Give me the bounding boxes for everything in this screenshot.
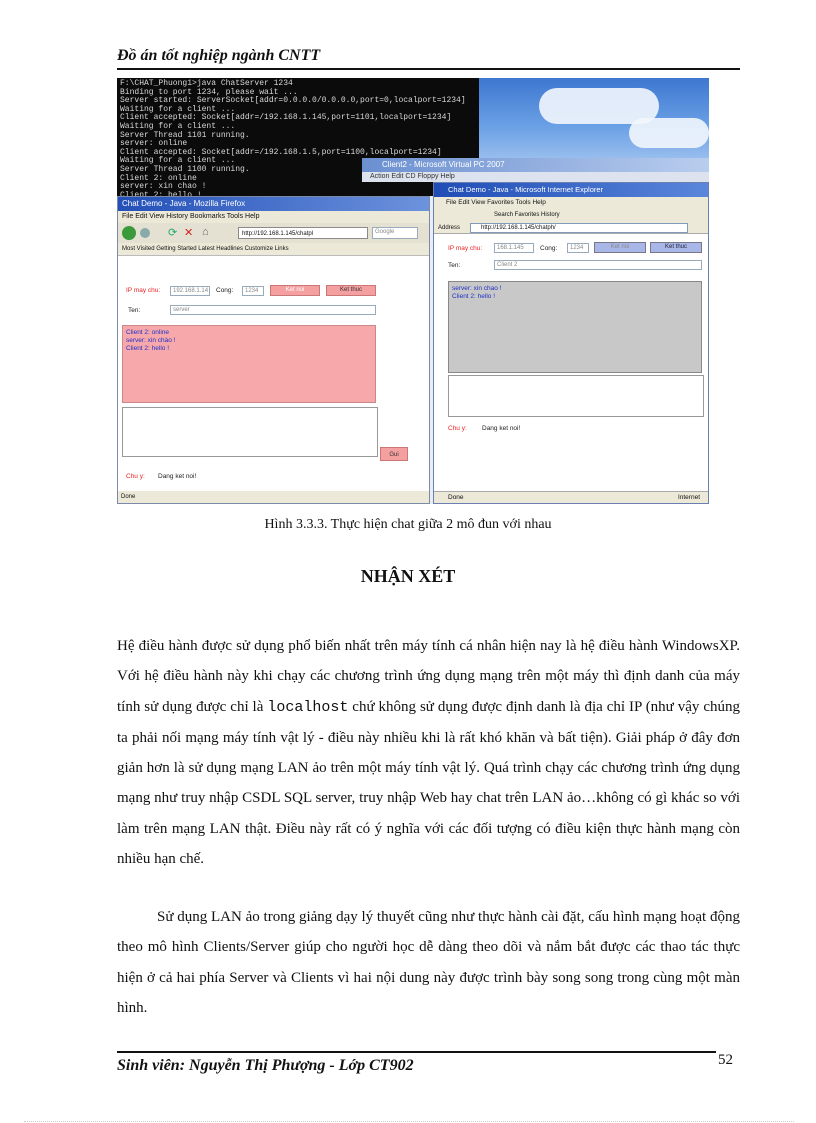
- ie-title-bar: Chat Demo - Java - Microsoft Internet Explorer: [434, 183, 708, 197]
- console-line: Server Thread 1101 running.: [120, 130, 250, 140]
- console-line: Client accepted: Socket[addr=/192.168.1.145,port=1101,localport=1234]: [120, 113, 452, 123]
- message-line: Client 2: hello !: [452, 293, 495, 300]
- ip-label: IP may chu:: [448, 245, 483, 252]
- status-label: Chu y:: [126, 473, 145, 480]
- console-line: Waiting for a client ...: [120, 104, 236, 114]
- forward-button[interactable]: [140, 228, 150, 238]
- page-header: Đồ án tốt nghiệp ngành CNTT: [117, 47, 321, 64]
- page-footer: Sinh viên: Nguyễn Thị Phượng - Lớp CT902: [117, 1057, 414, 1074]
- ip-label: IP may chu:: [126, 287, 161, 294]
- console-line: Client 2: online: [120, 173, 197, 183]
- disconnect-button[interactable]: Ket thuc: [326, 285, 376, 296]
- console-line: Server started: ServerSocket[addr=0.0.0.0/0.0.0.0,port=0,localport=1234]: [120, 96, 466, 106]
- message-log: [448, 281, 702, 373]
- bookmarks-bar: Most Visited Getting Started Latest Headlines Customize Links: [118, 243, 429, 256]
- status-done: Done: [448, 494, 464, 501]
- message-log: [122, 325, 376, 403]
- console-line: server: xin chao !: [120, 182, 207, 192]
- footer-rule: [117, 1051, 716, 1053]
- vpc-menu-bar: Action Edit CD Floppy Help: [362, 172, 709, 182]
- name-label: Ten:: [128, 307, 141, 314]
- message-line: Client 2: online: [126, 329, 169, 336]
- inline-code: localhost: [267, 698, 349, 716]
- console-line: F:\CHAT_Phuong1>java ChatServer 1234: [120, 79, 293, 88]
- firefox-nav-bar: [118, 223, 429, 243]
- firefox-address-bar[interactable]: http://192.168.1.145/chatpl: [238, 227, 368, 239]
- name-input[interactable]: server: [170, 305, 376, 315]
- ie-address-row: [434, 222, 708, 234]
- console-line: Client 2: hello !: [120, 190, 202, 196]
- firefox-window: [117, 196, 430, 504]
- ie-toolbar: Search Favorites History: [434, 208, 708, 222]
- message-line: server: xin chào !: [126, 337, 176, 344]
- port-label: Cong:: [540, 245, 558, 252]
- status-value: Dang ket noi!: [482, 425, 521, 432]
- console-line: server: online: [120, 139, 188, 149]
- name-label: Ten:: [448, 262, 461, 269]
- paragraph-2: Sử dụng LAN ảo trong giảng dạy lý thuyết cũng như thực hành cài đặt, cấu hình mạng hoạt động theo mô hình Clients/Server giúp cho người học dễ dàng theo dõi và nắm bắt được các thao tác thực hiện ở cả hai phía Server và Clients vì hai nội dung này được trình bày song song trong cùng một màn hình.: [117, 909, 740, 1016]
- figure-caption: Hình 3.3.3. Thực hiện chat giữa 2 mô đun với nhau: [264, 517, 552, 532]
- home-icon[interactable]: ⌂: [202, 226, 209, 238]
- message-input[interactable]: [448, 375, 704, 417]
- stop-icon[interactable]: ✕: [184, 227, 194, 239]
- port-label: Cong:: [216, 287, 234, 294]
- paragraph-1: [117, 631, 740, 874]
- zone-label: Internet: [677, 494, 700, 501]
- status-value: Dang ket noi!: [158, 473, 197, 480]
- ie-menu-bar: File Edit View Favorites Tools Help: [434, 197, 708, 208]
- page-bottom-rule: [24, 1121, 794, 1122]
- search-box[interactable]: Google: [372, 227, 418, 239]
- ie-status-bar: [434, 491, 708, 503]
- page-number: 52: [718, 1052, 733, 1068]
- port-input[interactable]: 1234: [242, 286, 264, 296]
- reload-icon[interactable]: ⟳: [168, 227, 178, 239]
- status-label: Chu y:: [448, 425, 467, 432]
- cloud: [629, 118, 709, 148]
- header-rule: [117, 68, 740, 70]
- ie-window: [433, 182, 709, 504]
- connect-button[interactable]: Ket noi: [594, 242, 646, 253]
- message-input[interactable]: [122, 407, 378, 457]
- message-line: server: xin chao !: [452, 285, 502, 292]
- firefox-status-bar: Done: [118, 491, 429, 503]
- paragraph-1-text-b: chứ không sử dụng được định danh là địa chỉ IP (như vậy chúng ta phải nối mạng máy tính vật lý - điều này nhiều khi là rất khó khăn và bất tiện). Giải pháp ở đây đơn giản hơn là sử dụng mạng LAN ảo trên một máy tính vật lý. Quá trình chạy các chương trình ứng dụng mạng như truy nhập CSDL SQL server, truy nhập Web hay chat trên LAN ảo…không có gì khác so với làm trên mạng LAN thật. Điều này rất có ý nghĩa với các đối tượng có điều kiện thực hành mạng còn nhiều hạn chế.: [117, 698, 741, 868]
- firefox-title-bar: Chat Demo - Java - Mozilla Firefox: [118, 197, 429, 211]
- console-line: Waiting for a client ...: [120, 121, 236, 131]
- firefox-menu-bar: File Edit View History Bookmarks Tools Help: [118, 211, 429, 223]
- name-input[interactable]: Client 2: [494, 260, 702, 270]
- console-line: Server Thread 1100 running.: [120, 164, 250, 174]
- console-line: Waiting for a client ...: [120, 156, 236, 166]
- back-button[interactable]: [122, 226, 136, 240]
- ip-input[interactable]: 168.1.145: [494, 243, 534, 253]
- address-label: Address: [438, 225, 461, 231]
- vpc-window-title: Client2 - Microsoft Virtual PC 2007: [362, 158, 709, 172]
- ie-address-bar[interactable]: http://192.168.1.145/chatph/: [470, 223, 688, 233]
- disconnect-button[interactable]: Ket thuc: [650, 242, 702, 253]
- ip-input[interactable]: 192.168.1.14: [170, 286, 210, 296]
- message-line: Client 2: hello !: [126, 345, 169, 352]
- console-line: Client accepted: Socket[addr=/192.168.1.5,port=1100,localport=1234]: [120, 147, 442, 157]
- connect-button[interactable]: Ket noi: [270, 285, 320, 296]
- figure-screenshot: [117, 78, 709, 504]
- port-input[interactable]: 1234: [567, 243, 589, 253]
- desktop-wallpaper: [479, 78, 709, 170]
- paragraph-1-text-a: Hệ điều hành được sử dụng phổ biến nhất trên máy tính cá nhân hiện nay là hệ điều hành WindowsXP. Với hệ điều hành này khi chạy các chương trình ứng dụng mạng trên một máy thì định danh của máy tính sử dụng được chỉ là: [117, 638, 740, 715]
- console-line: Binding to port 1234, please wait ...: [120, 87, 298, 97]
- section-title: NHẬN XÉT: [360, 566, 456, 586]
- send-button[interactable]: Gui: [380, 447, 408, 461]
